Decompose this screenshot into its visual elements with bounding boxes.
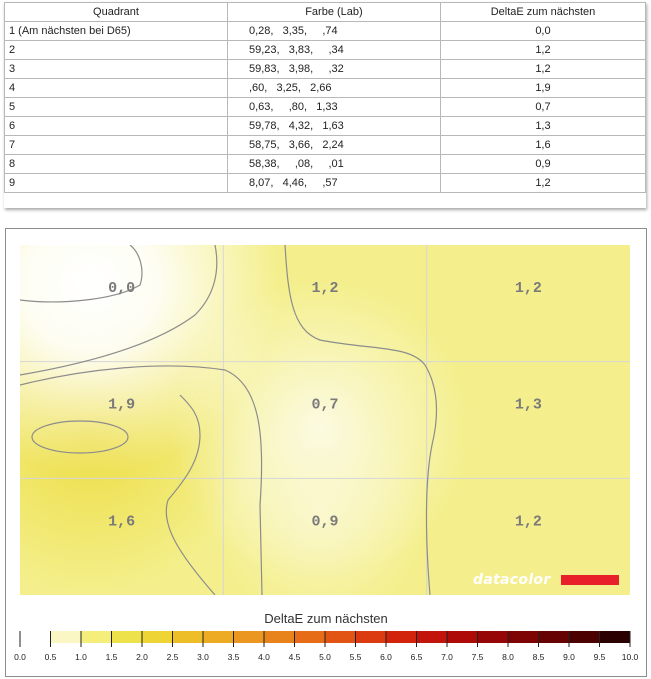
cell-deltae: 1,9 bbox=[440, 79, 645, 98]
quadrant-value-label: 1,2 bbox=[311, 280, 339, 297]
datacolor-logo-bar bbox=[561, 575, 619, 585]
quadrant-table bbox=[4, 2, 646, 193]
cell-deltae: 1,2 bbox=[440, 174, 645, 193]
legend-tick-label: 1.5 bbox=[105, 652, 118, 662]
table-row bbox=[5, 117, 646, 136]
cell-lab: 58,38, ,08, ,01 bbox=[227, 155, 440, 174]
cell-quadrant: 5 bbox=[5, 98, 228, 117]
legend-color-segment bbox=[295, 631, 326, 643]
cell-lab: 59,23, 3,83, ,34 bbox=[227, 41, 440, 60]
legend-color-segment bbox=[447, 631, 478, 643]
legend-tick-label: 2.0 bbox=[136, 652, 148, 662]
color-scale-legend bbox=[6, 629, 646, 675]
legend-tick-label: 7.0 bbox=[441, 652, 453, 662]
quadrant-value-label: 1,6 bbox=[108, 513, 136, 531]
table-row bbox=[5, 98, 646, 117]
legend-tick-label: 5.5 bbox=[349, 652, 362, 662]
legend-color-segment bbox=[20, 631, 51, 643]
cell-lab: 0,28, 3,35, ,74 bbox=[227, 22, 440, 41]
table-row bbox=[5, 155, 646, 174]
legend-tick-label: 9.5 bbox=[593, 652, 606, 662]
uniformity-heatmap bbox=[20, 245, 630, 595]
legend-tick-label: 4.0 bbox=[258, 652, 270, 662]
table-row bbox=[5, 60, 646, 79]
legend-tick-label: 8.5 bbox=[532, 652, 545, 662]
cell-quadrant: 4 bbox=[5, 79, 228, 98]
table-row bbox=[5, 174, 646, 193]
quadrant-value-label: 0,0 bbox=[108, 280, 136, 297]
cell-deltae: 1,3 bbox=[440, 117, 645, 136]
legend-color-segment bbox=[112, 631, 143, 643]
legend-color-segment bbox=[203, 631, 234, 643]
legend-tick-label: 8.0 bbox=[502, 652, 514, 662]
cell-lab: 59,78, 4,32, 1,63 bbox=[227, 117, 440, 136]
quadrant-value-label: 1,2 bbox=[514, 280, 542, 297]
cell-quadrant: 8 bbox=[5, 155, 228, 174]
cell-deltae: 1,2 bbox=[440, 41, 645, 60]
legend-tick-label: 7.5 bbox=[471, 652, 484, 662]
legend-color-segment bbox=[508, 631, 539, 643]
cell-quadrant: 9 bbox=[5, 174, 228, 193]
legend-color-segment bbox=[356, 631, 387, 643]
header-deltae: DeltaE zum nächsten bbox=[440, 3, 645, 22]
cell-deltae: 1,2 bbox=[440, 60, 645, 79]
legend-color-segment bbox=[142, 631, 173, 643]
legend-color-segment bbox=[478, 631, 509, 643]
legend-color-segment bbox=[600, 631, 631, 643]
header-color-lab: Farbe (Lab) bbox=[227, 3, 440, 22]
legend-color-segment bbox=[234, 631, 265, 643]
legend-color-segment bbox=[264, 631, 295, 643]
legend-tick-label: 6.5 bbox=[410, 652, 423, 662]
legend-tick-label: 0.5 bbox=[44, 652, 57, 662]
cell-quadrant: 7 bbox=[5, 136, 228, 155]
cell-deltae: 0,9 bbox=[440, 155, 645, 174]
cell-quadrant: 2 bbox=[5, 41, 228, 60]
cell-quadrant: 1 (Am nächsten bei D65) bbox=[5, 22, 228, 41]
legend-color-segment bbox=[386, 631, 417, 643]
table-row bbox=[5, 22, 646, 41]
legend-color-segment bbox=[539, 631, 570, 643]
legend-tick-label: 6.0 bbox=[380, 652, 392, 662]
cell-lab: 8,07, 4,46, ,57 bbox=[227, 174, 440, 193]
table-row bbox=[5, 136, 646, 155]
table-row bbox=[5, 41, 646, 60]
legend-color-segment bbox=[325, 631, 356, 643]
quadrant-value-label: 0,7 bbox=[311, 396, 339, 414]
datacolor-logo: datacolor bbox=[473, 572, 551, 588]
legend-title: DeltaE zum nächsten bbox=[264, 611, 388, 626]
legend-tick-label: 2.5 bbox=[166, 652, 179, 662]
cell-lab: 0,63, ,80, 1,33 bbox=[227, 98, 440, 117]
legend-tick-label: 0.0 bbox=[14, 652, 26, 662]
quadrant-value-label: 1,2 bbox=[514, 513, 542, 531]
quadrant-value-label: 0,9 bbox=[311, 513, 339, 531]
quadrant-value-label: 1,9 bbox=[108, 396, 136, 414]
cell-lab: 58,75, 3,66, 2,24 bbox=[227, 136, 440, 155]
table-header-row bbox=[5, 3, 646, 22]
legend-tick-label: 9.0 bbox=[563, 652, 575, 662]
heatmap-panel bbox=[5, 228, 647, 677]
quadrant-value-label: 1,3 bbox=[514, 396, 542, 414]
legend-color-segment bbox=[173, 631, 204, 643]
table-row bbox=[5, 79, 646, 98]
heat-region-reference bbox=[20, 245, 630, 595]
legend-tick-label: 3.0 bbox=[197, 652, 209, 662]
legend-color-segment bbox=[569, 631, 600, 643]
legend-color-segment bbox=[417, 631, 448, 643]
cell-lab: 59,83, 3,98, ,32 bbox=[227, 60, 440, 79]
legend-tick-label: 5.0 bbox=[319, 652, 331, 662]
quadrant-table-container bbox=[4, 2, 646, 208]
cell-quadrant: 6 bbox=[5, 117, 228, 136]
legend-tick-label: 4.5 bbox=[288, 652, 301, 662]
cell-lab: ,60, 3,25, 2,66 bbox=[227, 79, 440, 98]
legend-color-segment bbox=[81, 631, 112, 643]
legend-tick-label: 3.5 bbox=[227, 652, 240, 662]
cell-deltae: 0,7 bbox=[440, 98, 645, 117]
legend-tick-label: 1.0 bbox=[75, 652, 87, 662]
legend-tick-label: 10.0 bbox=[621, 652, 639, 662]
legend-color-segment bbox=[51, 631, 82, 643]
cell-deltae: 0,0 bbox=[440, 22, 645, 41]
cell-deltae: 1,6 bbox=[440, 136, 645, 155]
cell-quadrant: 3 bbox=[5, 60, 228, 79]
header-quadrant: Quadrant bbox=[5, 3, 228, 22]
